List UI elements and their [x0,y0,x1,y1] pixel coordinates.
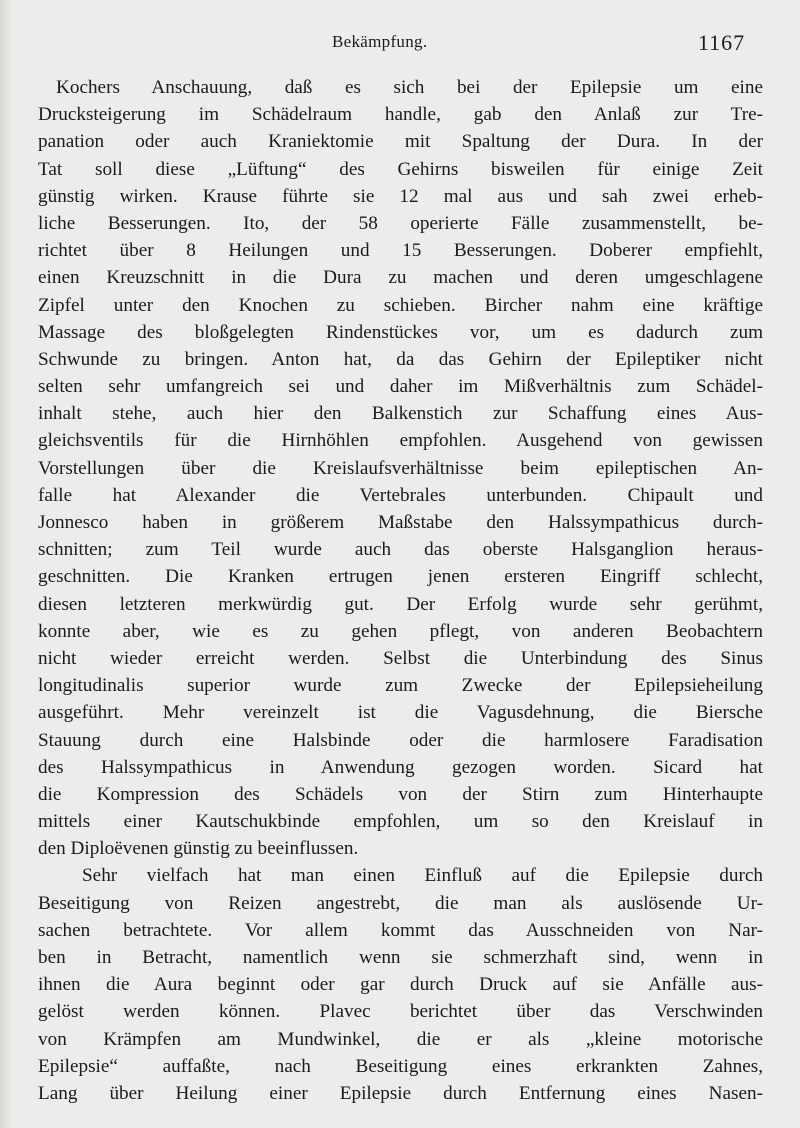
text-line: Stauung durch eine Halsbinde oder die harmlosere Faradisation [38,729,763,751]
text-line: von Krämpfen am Mundwinkel, die er als „kleine motorische [38,1028,763,1050]
page-edge-shadow [0,0,12,1128]
text-line: panation oder auch Kraniektomie mit Spaltung der Dura. In der [38,131,763,153]
text-line: Tat soll diese „Lüftung“ des Gehirns bisweilen für einige Zeit [38,158,763,180]
text-line: nicht wieder erreicht werden. Selbst die Unterbindung des Sinus [38,647,763,669]
text-line: sachen betrachtete. Vor allem kommt das Ausschneiden von Nar- [38,919,763,941]
text-line: inhalt stehe, auch hier den Balkenstich zur Schaffung eines Aus- [38,403,763,425]
text-line: Massage des bloßgelegten Rindenstückes vor, um es dadurch zum [38,321,763,343]
text-line: Zipfel unter den Knochen zu schieben. Bircher nahm eine kräftige [38,294,763,316]
text-line: Sehr vielfach hat man einen Einfluß auf die Epilepsie durch [82,865,763,887]
page-header [0,30,800,60]
text-line: einen Kreuzschnitt in die Dura zu machen und deren umgeschlagene [38,267,763,289]
text-line: Drucksteigerung im Schädelraum handle, gab den Anlaß zur Tre- [38,104,763,126]
text-line: falle hat Alexander die Vertebrales unterbunden. Chipault und [38,484,763,506]
text-line: günstig wirken. Krause führte sie 12 mal aus und sah zwei erheb- [38,185,763,207]
text-line: schnitten; zum Teil wurde auch das oberste Halsganglion heraus- [38,539,763,561]
text-line: liche Besserungen. Ito, der 58 operierte Fälle zusammenstellt, be- [38,212,763,234]
text-line: des Halssympathicus in Anwendung gezogen worden. Sicard hat [38,756,763,778]
text-line: Lang über Heilung einer Epilepsie durch Entfernung eines Nasen- [38,1082,763,1104]
text-line: Jonnesco haben in größerem Maßstabe den Halssympathicus durch- [38,512,763,533]
text-line: gelöst werden können. Plavec berichtet über das Verschwinden [38,1001,763,1023]
page-number: 1167 [698,30,746,55]
text-line: ihnen die Aura beginnt oder gar durch Druck auf sie Anfälle aus- [38,974,763,996]
text-line: Vorstellungen über die Kreislaufsverhältnisse beim epileptischen An- [38,457,763,479]
text-line: richtet über 8 Heilungen und 15 Besserungen. Doberer empfiehlt, [38,240,763,262]
running-head: Bekämpfung. [332,32,428,51]
text-line: gleichsventils für die Hirnhöhlen empfohlen. Ausgehend von gewissen [38,430,763,452]
text-line: Schwunde zu bringen. Anton hat, da das Gehirn der Epileptiker nicht [38,348,763,370]
body-text [38,74,763,1107]
text-line: selten sehr umfangreich sei und daher im Mißverhältnis zum Schädel- [38,376,763,398]
text-line: den Diploëvenen günstig zu beeinflussen. [38,838,359,860]
text-line: die Kompression des Schädels von der Stirn zum Hinterhaupte [38,783,763,805]
text-line: diesen letzteren merkwürdig gut. Der Erfolg wurde sehr gerühmt, [38,593,763,615]
text-line: Kochers Anschauung, daß es sich bei der Epilepsie um eine [56,77,763,98]
text-line: ben in Betracht, namentlich wenn sie schmerzhaft sind, wenn in [38,947,763,968]
text-line: geschnitten. Die Kranken ertrugen jenen ersteren Eingriff schlecht, [38,566,763,588]
text-line: ausgeführt. Mehr vereinzelt ist die Vagusdehnung, die Biersche [38,702,763,724]
text-line: konnte aber, wie es zu gehen pflegt, von anderen Beobachtern [38,620,763,642]
text-line: mittels einer Kautschukbinde empfohlen, um so den Kreislauf in [38,811,763,833]
text-line: longitudinalis superior wurde zum Zwecke der Epilepsieheilung [38,675,763,697]
text-line: Epilepsie“ auffaßte, nach Beseitigung eines erkrankten Zahnes, [38,1055,763,1077]
text-line: Beseitigung von Reizen angestrebt, die man als auslösende Ur- [38,892,763,914]
